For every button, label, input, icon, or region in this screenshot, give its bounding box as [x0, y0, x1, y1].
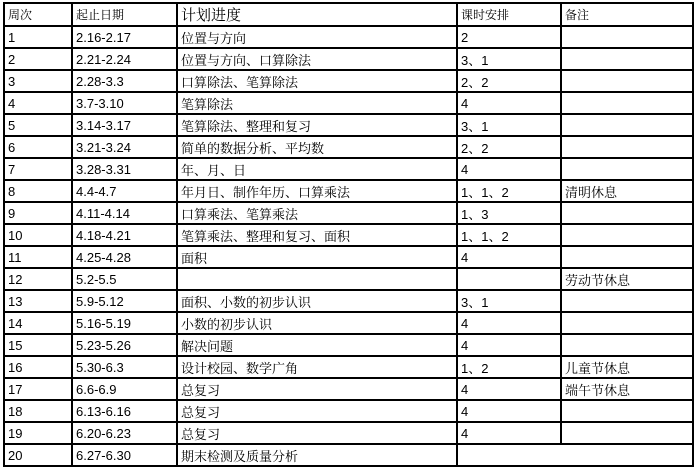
- table-cell: [561, 158, 693, 180]
- table-cell: 4: [457, 246, 561, 268]
- table-cell: 4.18-4.21: [72, 224, 177, 246]
- column-header: 周次: [4, 3, 72, 26]
- table-cell: [561, 48, 693, 70]
- table-cell: 3、1: [457, 290, 561, 312]
- table-cell: 1、1、2: [457, 224, 561, 246]
- table-cell: 总复习: [177, 378, 457, 400]
- table-row: [4, 70, 693, 92]
- table-cell: 面积: [177, 246, 457, 268]
- table-cell: 13: [4, 290, 72, 312]
- table-cell: 3、1: [457, 114, 561, 136]
- table-row: [4, 290, 693, 312]
- table-cell: [561, 92, 693, 114]
- table-cell: 劳动节休息: [561, 268, 693, 290]
- table-cell: 5.2-5.5: [72, 268, 177, 290]
- table-row: [4, 312, 693, 334]
- table-cell: 2.28-3.3: [72, 70, 177, 92]
- table-cell: [561, 334, 693, 356]
- table-row: [4, 48, 693, 70]
- column-header: 备注: [561, 3, 693, 26]
- table-cell: 4: [457, 378, 561, 400]
- table-cell: 3.14-3.17: [72, 114, 177, 136]
- table-cell: 2.21-2.24: [72, 48, 177, 70]
- table-row: [4, 378, 693, 400]
- table-cell: 5.23-5.26: [72, 334, 177, 356]
- table-cell: 3.7-3.10: [72, 92, 177, 114]
- table-cell: 2、2: [457, 136, 561, 158]
- table-row: [4, 334, 693, 356]
- table-cell: 16: [4, 356, 72, 378]
- table-row: [4, 92, 693, 114]
- table-cell: 3: [4, 70, 72, 92]
- table-row: [4, 444, 693, 466]
- table-cell: 解决问题: [177, 334, 457, 356]
- table-cell: 4.4-4.7: [72, 180, 177, 202]
- table-cell: [177, 268, 457, 290]
- table-cell: 口算除法、笔算除法: [177, 70, 457, 92]
- table-cell: 19: [4, 422, 72, 444]
- table-cell: 5.30-6.3: [72, 356, 177, 378]
- column-header: 起止日期: [72, 3, 177, 26]
- table-cell: [561, 114, 693, 136]
- table-cell: 1、1、2: [457, 180, 561, 202]
- table-cell: 6.27-6.30: [72, 444, 177, 466]
- table-cell: 口算乘法、笔算乘法: [177, 202, 457, 224]
- table-row: [4, 26, 693, 48]
- table-cell: 期末检测及质量分析: [177, 444, 457, 466]
- table-cell: [457, 268, 561, 290]
- table-cell: 面积、小数的初步认识: [177, 290, 457, 312]
- table-cell: 5: [4, 114, 72, 136]
- table-row: [4, 114, 693, 136]
- table-cell: 18: [4, 400, 72, 422]
- teaching-schedule-table: [3, 2, 694, 467]
- table-cell: 年、月、日: [177, 158, 457, 180]
- table-cell: 15: [4, 334, 72, 356]
- table-cell: 4: [457, 400, 561, 422]
- table-cell: 小数的初步认识: [177, 312, 457, 334]
- table-cell: 设计校园、数学广角: [177, 356, 457, 378]
- table-cell: 4: [457, 422, 561, 444]
- table-cell: 3.28-3.31: [72, 158, 177, 180]
- table-cell: 20: [4, 444, 72, 466]
- table-cell: 位置与方向、口算除法: [177, 48, 457, 70]
- table-row: [4, 356, 693, 378]
- table-row: [4, 268, 693, 290]
- table-cell: 11: [4, 246, 72, 268]
- table-cell: 4: [457, 92, 561, 114]
- table-cell: 2、2: [457, 70, 561, 92]
- table-cell: 1、3: [457, 202, 561, 224]
- table-cell: 2.16-2.17: [72, 26, 177, 48]
- table-cell: 笔算乘法、整理和复习、面积: [177, 224, 457, 246]
- table-cell: [561, 26, 693, 48]
- table-cell: [561, 136, 693, 158]
- table-cell: 12: [4, 268, 72, 290]
- table-cell: 14: [4, 312, 72, 334]
- table-cell: 笔算除法、整理和复习: [177, 114, 457, 136]
- table-cell: [561, 290, 693, 312]
- table-cell: [561, 70, 693, 92]
- table-cell: [561, 422, 693, 444]
- table-cell: 4.25-4.28: [72, 246, 177, 268]
- table-cell: [561, 202, 693, 224]
- table-cell: [561, 400, 693, 422]
- table-cell: 4: [457, 158, 561, 180]
- table-cell: 4: [4, 92, 72, 114]
- table-cell: 3.21-3.24: [72, 136, 177, 158]
- table-cell: 10: [4, 224, 72, 246]
- column-header: 计划进度: [177, 3, 457, 26]
- table-row: [4, 158, 693, 180]
- table-cell: 5.9-5.12: [72, 290, 177, 312]
- table-cell: 4.11-4.14: [72, 202, 177, 224]
- table-cell: 6: [4, 136, 72, 158]
- table-cell: 8: [4, 180, 72, 202]
- table-cell: 2: [4, 48, 72, 70]
- table-row: [4, 246, 693, 268]
- table-cell: 6.20-6.23: [72, 422, 177, 444]
- table-row: [4, 400, 693, 422]
- table-cell: 总复习: [177, 400, 457, 422]
- table-cell: 简单的数据分析、平均数: [177, 136, 457, 158]
- header-row: [4, 3, 693, 26]
- table-cell: 4: [457, 334, 561, 356]
- table-cell: 端午节休息: [561, 378, 693, 400]
- table-cell: [561, 312, 693, 334]
- table-row: [4, 224, 693, 246]
- table-body: [4, 26, 693, 466]
- table-cell: 4: [457, 312, 561, 334]
- table-cell: 年月日、制作年历、口算乘法: [177, 180, 457, 202]
- table-cell: 3、1: [457, 48, 561, 70]
- table-cell: 1: [4, 26, 72, 48]
- table-cell: 17: [4, 378, 72, 400]
- table-cell: 6.13-6.16: [72, 400, 177, 422]
- table-cell: 1、2: [457, 356, 561, 378]
- table-cell: 位置与方向: [177, 26, 457, 48]
- table-cell: [457, 444, 693, 466]
- table-cell: 7: [4, 158, 72, 180]
- table-cell: [561, 224, 693, 246]
- table-row: [4, 422, 693, 444]
- table-row: [4, 136, 693, 158]
- table-cell: 2: [457, 26, 561, 48]
- table-row: [4, 180, 693, 202]
- table-cell: 笔算除法: [177, 92, 457, 114]
- table-cell: [561, 246, 693, 268]
- table-row: [4, 202, 693, 224]
- table-cell: 总复习: [177, 422, 457, 444]
- table-cell: 6.6-6.9: [72, 378, 177, 400]
- table-cell: 5.16-5.19: [72, 312, 177, 334]
- column-header: 课时安排: [457, 3, 561, 26]
- table-cell: 9: [4, 202, 72, 224]
- table-cell: 清明休息: [561, 180, 693, 202]
- table-cell: 儿童节休息: [561, 356, 693, 378]
